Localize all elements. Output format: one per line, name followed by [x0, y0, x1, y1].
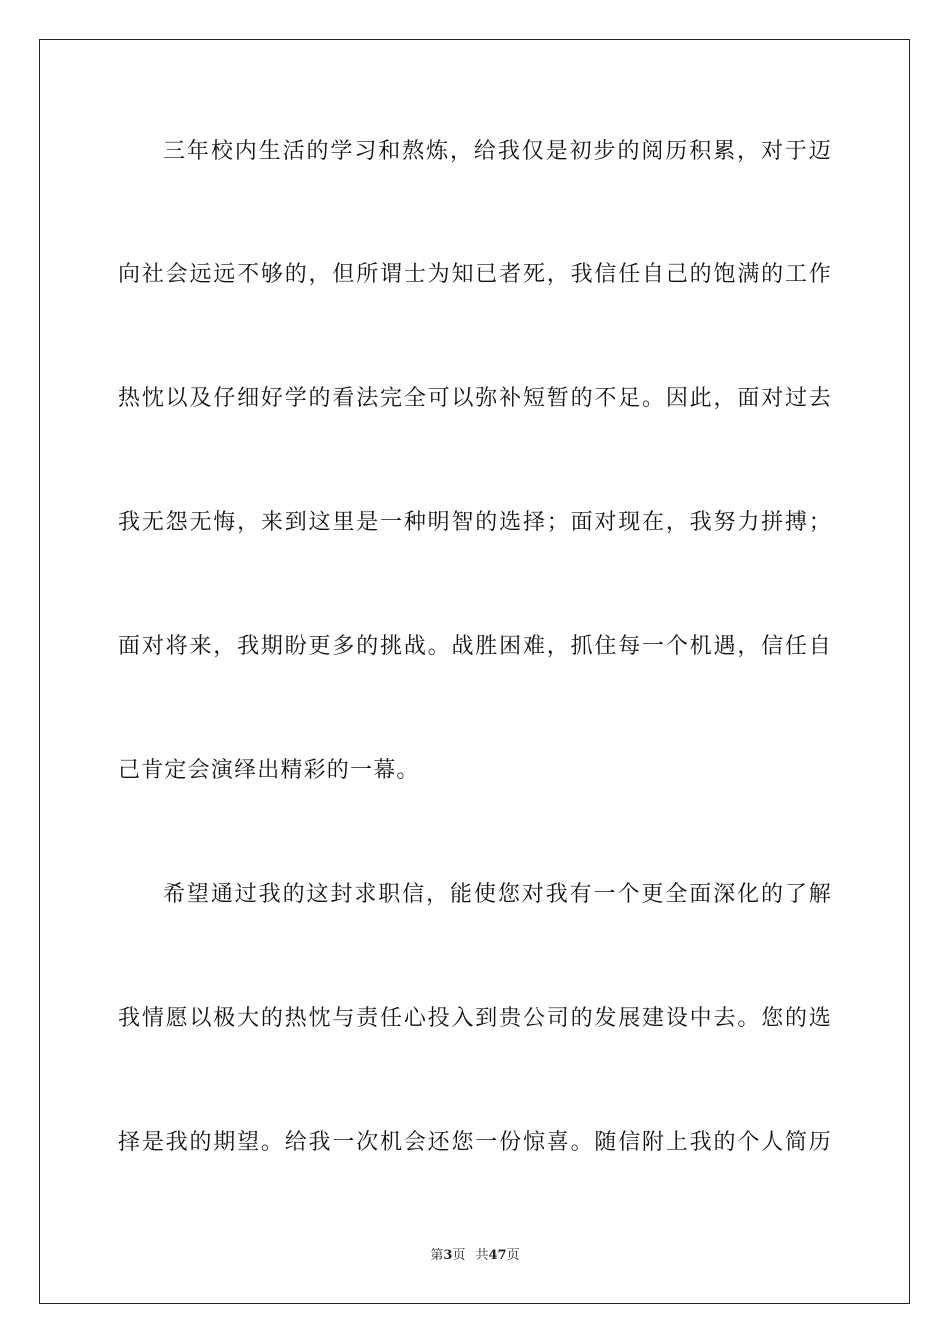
- page-number: 3: [443, 1248, 453, 1263]
- total-prefix: 共: [475, 1248, 489, 1263]
- paragraph-1-line-6: 己肯定会演绎出精彩的一幕。: [118, 758, 420, 783]
- page-footer: [0, 1247, 950, 1265]
- paragraph-1-line-2: 向社会远远不够的，但所谓士为知已者死，我信任自己的饱满的工作: [118, 262, 832, 287]
- paragraph-2-line-3: 择是我的期望。给我一次机会还您一份惊喜。随信附上我的个人简历: [118, 1130, 832, 1155]
- paragraph-2-line-2: 我情愿以极大的热忱与责任心投入到贵公司的发展建设中去。您的选: [118, 1006, 832, 1031]
- page-border: [39, 39, 910, 1304]
- paragraph-2-line-1: 希望通过我的这封求职信，能使您对我有一个更全面深化的了解: [163, 882, 832, 907]
- paragraph-1-line-4: 我无怨无悔，来到这里是一种明智的选择；面对现在，我努力拼搏；: [118, 510, 832, 535]
- total-suffix: 页: [506, 1248, 520, 1263]
- paragraph-1-line-5: 面对将来，我期盼更多的挑战。战胜困难，抓住每一个机遇，信任自: [118, 634, 832, 659]
- total-pages: 47: [488, 1248, 507, 1263]
- page-prefix: 第: [430, 1248, 444, 1263]
- page-suffix: 页: [452, 1248, 466, 1263]
- paragraph-1-line-3: 热忱以及仔细好学的看法完全可以弥补短暂的不足。因此，面对过去: [118, 386, 832, 411]
- paragraph-1-line-1: 三年校内生活的学习和熬炼，给我仅是初步的阅历积累，对于迈: [163, 139, 832, 164]
